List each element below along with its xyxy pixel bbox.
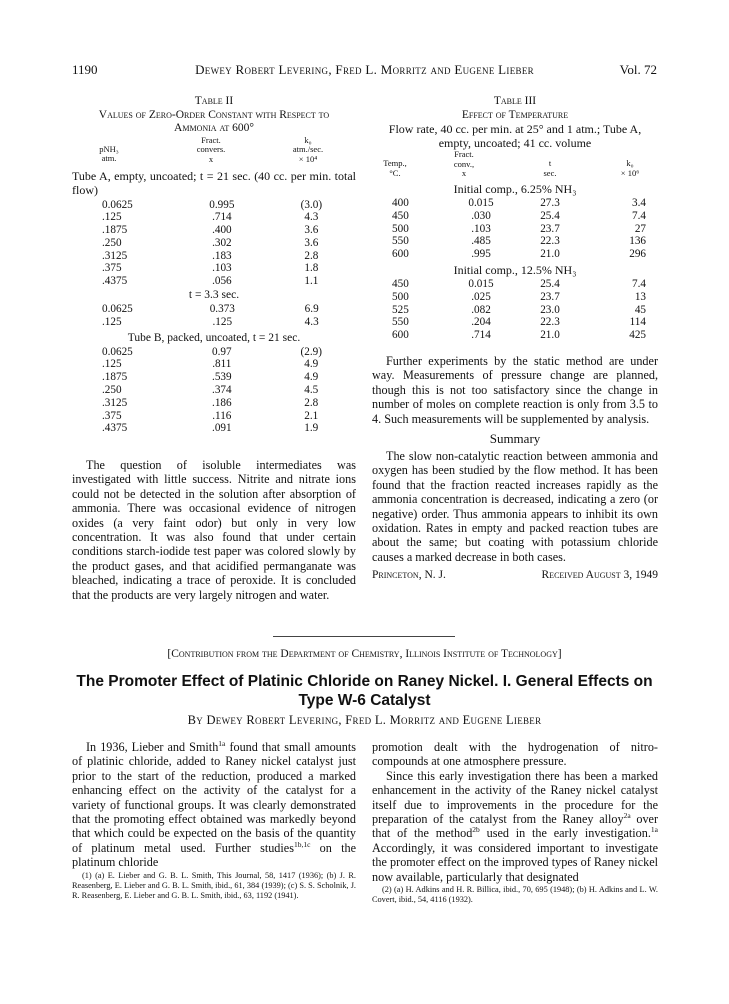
table-cell: .025 [471,290,491,303]
table-ii-col-pnh3: pNH₃ atm. [99,143,119,163]
table-cell: 21.0 [540,329,560,342]
table-row [392,304,646,317]
table-iii-title: Effect of Temperature [461,108,569,121]
table-cell: .375 [102,262,122,275]
article-authors: By Dewey Robert Levering, Fred L. Morritz and Eugene Lieber [187,713,542,727]
page-number: 1190 [72,62,98,77]
table-cell: 425 [629,329,646,342]
ref-1a-2: 1a [650,825,658,835]
table-cell: 21.0 [540,248,560,261]
table-cell: .103 [471,222,491,235]
table-iii-column-headers [372,150,658,182]
table-cell: 0.0625 [102,345,133,358]
table-cell: 45 [634,303,646,316]
table-cell: .125 [102,315,122,328]
table-ii-col-convers: Fract. convers. x [196,134,226,164]
table-cell: .485 [471,235,491,248]
table-cell: .4375 [102,422,128,435]
table-cell: 4.9 [304,358,319,371]
table-cell: 0.015 [468,197,494,209]
table-cell: 27 [634,222,646,235]
running-title: Dewey Robert Levering, Fred L. Morritz and Eugene Lieber [195,62,534,77]
table-iii-label: Table III [493,95,537,107]
table-row [102,346,356,359]
place: Princeton, N. J. [372,569,446,582]
received-date: Received August 3, 1949 [541,569,658,582]
table-cell: 4.5 [304,384,319,397]
table-cell: 0.373 [209,303,235,316]
table-cell: .116 [212,409,232,422]
raney-text-1: Since this early investigation there has been a marked enhancement in the activity of the Raney nickel catalyst itself due to improvements in the procedure for the preparation of the catalyst from the Raney alloy [372,768,658,827]
table-row [102,422,356,435]
table-cell: 6.9 [304,303,319,316]
table-ii-block-2 [102,303,356,329]
table-row [392,316,646,329]
table-cell: .186 [212,396,232,409]
table-row [392,210,646,223]
table-cell: 136 [629,235,646,248]
table-row [102,410,356,423]
table-cell: .995 [471,248,491,261]
table-ii-section-3: Tube B, packed, uncoated, t = 21 sec. [127,331,301,344]
raney-text-4: Accordingly, it was considered important to investigate the promoter effect on the improved types of Raney nickel now available, particularly that designated [372,840,658,884]
table-iii-col-conv: Fract. conv., x [453,149,475,178]
intro-text-2: found that small amounts of platinic chloride, added to Raney nickel catalyst just prior to the start of the reduction, produced a marked enhancing effect on the activity of the catalyst for a variety of functional groups. It was clearly demonstrated that the promoting effect obtained was markedly beyond that which could be expected on the basis of the quantity of platinum metal used. Further studies [72,740,356,855]
table-row [102,303,356,316]
table-iii-col-temp: Temp., °C. [383,158,407,178]
table-cell: .714 [471,329,491,342]
table-row [102,237,356,250]
table-cell: .4375 [102,275,128,288]
table-cell: 2.8 [304,249,319,262]
table-cell: .125 [212,315,233,328]
table-iii-col-t: t sec. [543,158,557,178]
ref-1a: 1a [218,738,226,748]
table-cell: 296 [629,248,646,261]
article-title [72,672,657,710]
table-cell: 550 [392,235,409,248]
volume-label: Vol. 72 [619,62,657,77]
table-cell: 600 [392,248,409,261]
ref-2b: 2b [472,825,480,835]
contribution-line: [Contribution from the Department of Chemistry, Illinois Institute of Technology] [167,648,562,660]
table-cell: 23.7 [540,290,560,303]
table-cell: 27.3 [540,197,560,209]
table-ii-section-2: t = 3.3 sec. [188,289,240,302]
raney-text-2: over that of the method [372,812,659,841]
table-cell: .811 [212,358,232,371]
table-ii-col-k0: k₀ atm./sec. × 10⁴ [292,134,324,164]
table-cell: 0.0625 [102,198,133,211]
table-cell: .030 [471,209,491,222]
table-cell: .1875 [102,371,128,384]
raney-paragraph [372,769,658,884]
table-row [102,397,356,410]
table-ii-title-2: Ammonia at 600° [174,122,254,134]
table-cell: 22.3 [540,235,560,248]
table-cell: 525 [392,303,409,316]
table-cell: 23.0 [540,303,560,316]
table-iii-block-1 [392,197,646,261]
intro-text-3: on the platinum chloride [72,840,357,870]
table-cell: 450 [392,277,409,290]
table-cell: 0.97 [212,345,232,358]
table-cell: 13 [634,290,646,303]
table-cell: 2.8 [304,396,319,409]
summary-paragraph: The slow non-catalytic reaction between ammonia and oxygen has been studied by the flow method. It has been found that the fraction reacted increases rapidly as the ammonia concentration is decreased, indicating a zero (or negative) order. Thus ammonia appears to inhibit its own oxidation. Rates in empty and packed reaction tubes are about the same; but coating with potassium chloride causes a marked decrease in both cases. [372,449,658,564]
summary-heading: Summary [489,431,541,447]
table-row [392,235,646,248]
footnote-2: (2) (a) H. Adkins and H. R. Billica, ibid., 70, 695 (1948); (b) H. Adkins and L. W. Covert, ibid., 54, 4116 (1932). [372,885,658,905]
table-cell: 0.015 [468,277,494,290]
ref-2a: 2a [623,810,631,820]
table-cell: 600 [392,329,409,342]
continued-paragraph: promotion dealt with the hydrogenation of nitro-compounds at one atmosphere pressure. [372,740,658,769]
table-ii-section-1: Tube A, empty, uncoated; t = 21 sec. (40 cc. per min. total flow) [72,168,356,197]
table-cell: 400 [392,197,409,209]
table-cell: 500 [392,222,409,235]
table-cell: .125 [102,211,122,224]
table-row [102,211,356,224]
table-cell: 3.6 [304,224,319,237]
article-title-line-1: The Promoter Effect of Platinic Chloride on Raney Nickel. I. General Effects on [76,673,653,690]
table-ii-block-1 [102,199,356,289]
table-cell: .1875 [102,224,128,237]
raney-text-3: used in the early investigation. [479,826,651,841]
table-iii-block-2 [392,278,646,342]
table-cell: 450 [392,209,409,222]
table-row [102,371,356,384]
intermediates-paragraph: The question of isoluble intermediates was investigated with little success. Nitrite and nitrate ions could not be detected in the solution after absorption of ammonia. There was occasional evidence of nitrogen oxides (a very faint odor) but only in very low concentration. It was also found that under certain conditions starch-iodide test paper was colored slowly by the product gases, and that acidified permanganate was bleached, indicating a trace of peroxide. It is concluded that the products are very largely nitrogen and water. [72,458,356,602]
table-cell: 7.4 [632,277,646,290]
left-paragraph [72,458,356,602]
table-ii-title-1: Values of Zero-Order Constant with Respect to [98,108,330,121]
table-row [102,275,356,288]
table-row [392,197,646,210]
table-cell: 114 [629,316,646,329]
table-cell: 550 [392,316,409,329]
table-row [102,316,356,329]
table-cell: .125 [102,358,122,371]
table-cell: 4.9 [304,371,319,384]
table-row [392,329,646,342]
table-cell: 0.995 [209,198,235,211]
table-cell: .250 [102,384,122,397]
table-cell: .103 [212,262,232,275]
table-cell: (2.9) [300,345,322,358]
table-iii-caption: Flow rate, 40 cc. per min. at 25° and 1 atm.; Tube A, empty, uncoated; 41 cc. volume [388,122,642,150]
table-cell: .183 [212,249,232,262]
table-row [392,248,646,261]
table-cell: .250 [102,236,122,249]
table-iii-section-1: Initial comp., 6.25% NH₃ [453,182,577,196]
table-iii-section-2: Initial comp., 12.5% NH₃ [453,262,577,277]
ref-1b-1c: 1b,1c [293,839,311,849]
table-cell: 4.3 [304,211,319,224]
table-iii [372,95,658,342]
table-ii-block-3 [102,346,356,436]
body-left-column [72,740,356,901]
table-row [102,199,356,212]
table-ii-column-headers [72,136,356,168]
table-cell: .3125 [102,396,128,409]
table-ii [72,95,356,435]
table-row [102,224,356,237]
table-row [102,384,356,397]
table-cell: 1.9 [304,422,319,435]
table-cell: 25.4 [540,277,560,290]
table-cell: 4.3 [304,315,319,328]
table-cell: 0.0625 [102,303,133,316]
table-iii-col-k0: k₀ × 10⁶ [620,158,640,178]
table-cell: .082 [471,303,491,316]
table-cell: 1.1 [304,275,319,288]
intro-text-1: In 1936, Lieber and Smith [86,740,219,754]
table-row [392,291,646,304]
further-experiments-paragraph: Further experiments by the static method are under way. Measurements of pressure change are planned, though this is not too satisfactory since the change in number of moles on complete reaction is only from 3.5 to 4. Such measurements will be supplemented by analysis. [372,354,658,426]
table-cell: .091 [212,422,232,435]
table-cell: (3.0) [300,198,323,211]
section-divider [273,636,455,637]
table-cell: .302 [212,236,232,249]
table-row [102,250,356,263]
table-cell: 3.6 [304,236,319,249]
table-cell: 3.4 [632,197,646,209]
intro-paragraph [72,740,356,870]
table-row [102,358,356,371]
table-cell: 7.4 [632,209,646,222]
table-cell: 22.3 [540,316,560,329]
table-cell: 2.1 [304,409,319,422]
table-cell: .204 [471,316,491,329]
table-cell: 500 [392,290,409,303]
footnote-1: (1) (a) E. Lieber and G. B. L. Smith, This Journal, 58, 1417 (1936); (b) J. R. Reasenberg, E. Lieber and G. B. L. Smith, ibid., 61, 384 (1939); (c) S. S. Scholnik, J. R. Reasenberg, E. Lieber and G. B. L. Smith, ibid., 63, 1192 (1941). [72,870,356,901]
table-cell: 25.4 [540,209,560,222]
table-cell: .375 [102,409,122,422]
table-cell: 1.8 [304,262,319,275]
body-right-column [372,740,658,905]
table-cell: .3125 [102,249,128,262]
table-cell: .714 [212,211,232,224]
received-line [372,568,658,583]
table-row [392,223,646,236]
table-cell: .374 [212,384,232,397]
table-cell: .056 [212,275,232,288]
table-row [102,262,356,275]
article-title-line-2: Type W-6 Catalyst [298,692,431,709]
table-row [392,278,646,291]
right-text [372,354,658,583]
table-cell: 23.7 [540,222,560,235]
table-cell: .539 [212,371,232,384]
table-ii-label: Table II [194,95,234,107]
table-cell: .400 [212,224,232,237]
